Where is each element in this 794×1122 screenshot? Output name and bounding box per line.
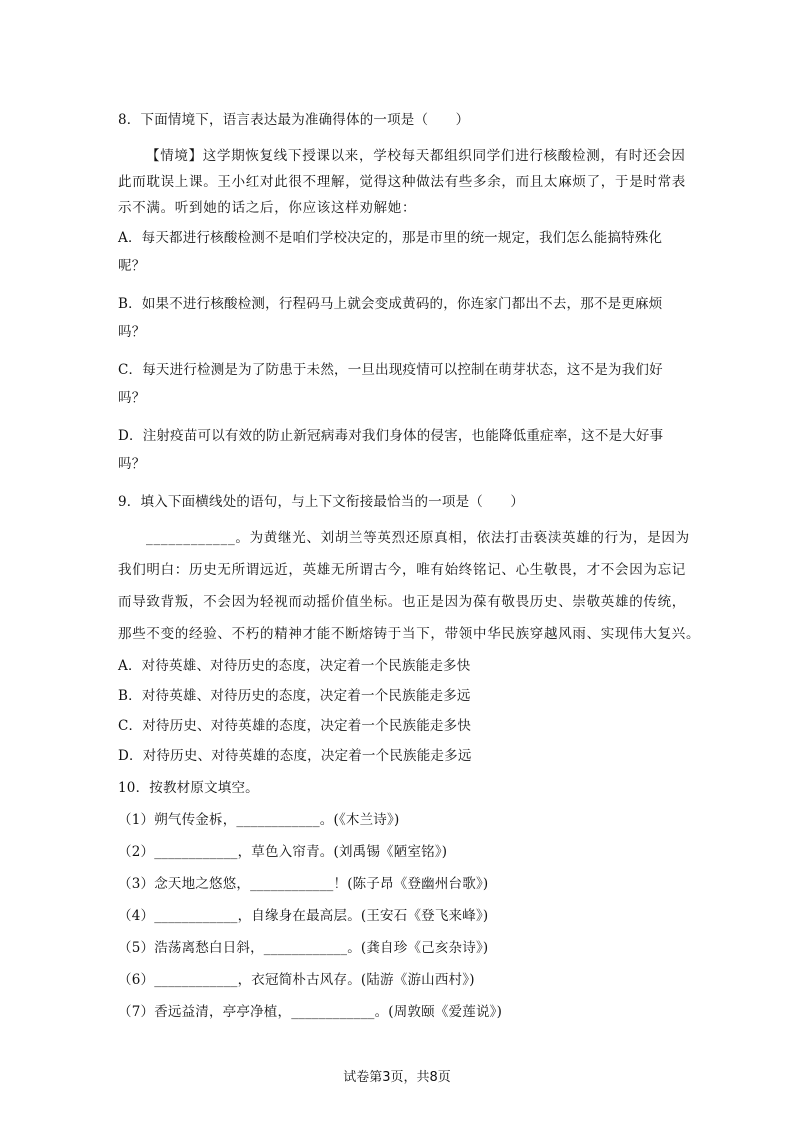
question-8-context-line: 示不满。听到她的话之后，你应该这样劝解她： — [118, 200, 417, 216]
question-9-passage-line: ____________。为黄继光、刘胡兰等英烈还原真相，依法打击亵渎英雄的行为，是因为 — [146, 530, 690, 546]
question-9-passage-line: 而导致背叛，不会因为轻视而动摇价值坐标。也正是因为葆有敬畏历史、崇敬英雄的传统， — [118, 594, 686, 610]
question-10-item-1: （1）朔气传金柝，____________。(《木兰诗》) — [118, 812, 400, 828]
question-8-option-b-cont: 吗？ — [118, 324, 146, 340]
page-footer: 试卷第3页，共8页 — [343, 1070, 451, 1085]
question-9-option-a: A．对待英雄、对待历史的态度，决定着一个民族能走多快 — [118, 658, 471, 674]
question-9-passage-line: 我们明白：历史无所谓远近，英雄无所谓古今，唯有始终铭记、心生敬畏，才不会因为忘记 — [118, 562, 686, 578]
question-10-item-2: （2）____________，草色入帘青。(刘禹锡《陋室铭》) — [118, 844, 448, 860]
question-8-option-c: C．每天进行检测是为了防患于未然，一旦出现疫情可以控制在萌芽状态，这不是为我们好 — [118, 362, 663, 378]
question-10-item-3: （3）念天地之悠悠，____________！(陈子昂《登幽州台歌》) — [118, 876, 489, 892]
question-8-option-a-cont: 呢？ — [118, 258, 146, 274]
question-8-option-d: D．注射疫苗可以有效的防止新冠病毒对我们身体的侵害，也能降低重症率，这不是大好事 — [118, 428, 664, 444]
question-10-item-7: （7）香远益清，亭亭净植，____________。(周敦颐《爱莲说》) — [118, 1004, 503, 1020]
question-8-context-line: 【情境】这学期恢复线下授课以来，学校每天都组织同学们进行核酸检测，有时还会因 — [146, 148, 686, 164]
question-9-title: 9．填入下面横线处的语句，与上下文衔接最恰当的一项是（ ） — [118, 494, 525, 510]
question-8-title: 8．下面情境下，语言表达最为准确得体的一项是（ ） — [118, 112, 470, 128]
question-9-option-b: B．对待英雄、对待历史的态度，决定着一个民族能走多远 — [118, 688, 471, 704]
question-9-option-c: C．对待历史、对待英雄的态度，决定着一个民族能走多快 — [118, 718, 472, 734]
question-10-title: 10．按教材原文填空。 — [118, 780, 259, 796]
question-8-option-c-cont: 吗？ — [118, 390, 146, 406]
question-8-option-d-cont: 吗？ — [118, 456, 146, 472]
question-8-option-b: B．如果不进行核酸检测，行程码马上就会变成黄码的，你连家门都出不去，那不是更麻烦 — [118, 296, 663, 312]
question-10-item-5: （5）浩荡离愁白日斜，____________。(龚自珍《己亥杂诗》) — [118, 940, 489, 956]
question-10-item-4: （4）____________，自缘身在最高层。(王安石《登飞来峰》) — [118, 908, 489, 924]
question-8-context-line: 此而耽误上课。王小红对此很不理解，觉得这种做法有些多余，而且太麻烦了，于是时常表 — [118, 174, 686, 190]
question-8-option-a: A．每天都进行核酸检测不是咱们学校决定的，那是市里的统一规定，我们怎么能搞特殊化 — [118, 230, 663, 246]
question-9-option-d: D．对待历史、对待英雄的态度，决定着一个民族能走多远 — [118, 748, 472, 764]
question-9-passage-line: 那些不变的经验、不朽的精神才能不断熔铸于当下，带领中华民族穿越风雨、实现伟大复兴。 — [118, 626, 701, 642]
question-10-item-6: （6）____________，衣冠简朴古风存。(陆游《游山西村》) — [118, 972, 475, 988]
